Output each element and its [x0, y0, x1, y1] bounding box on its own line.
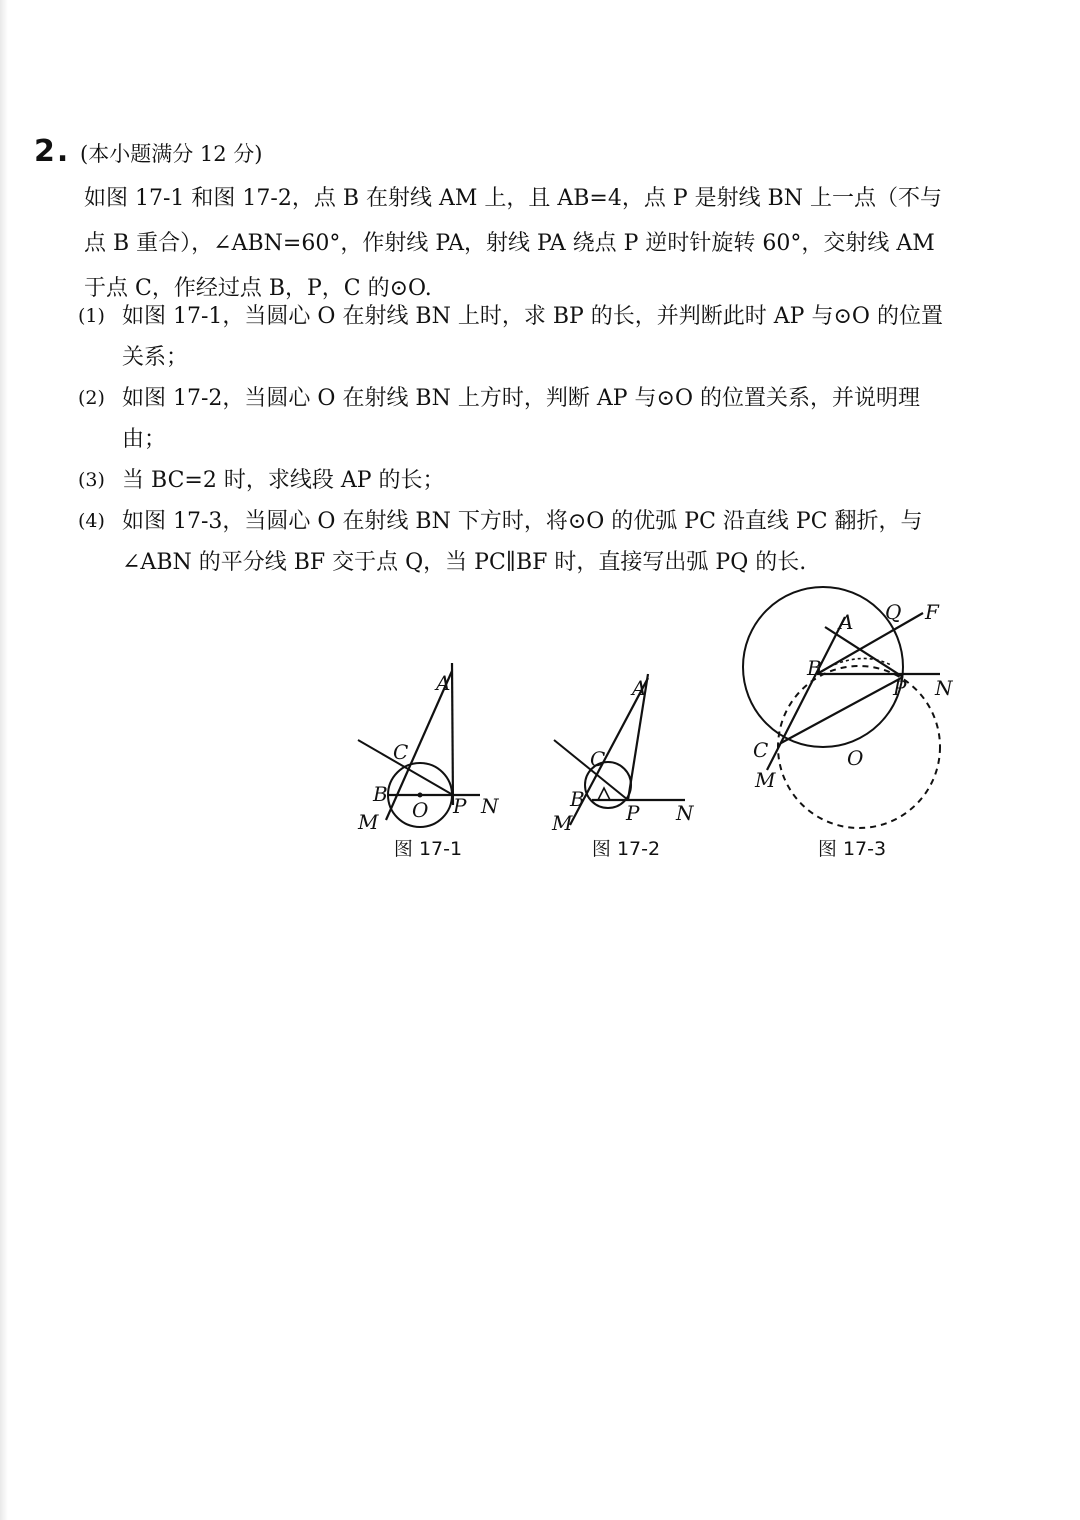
label-Q: Q	[885, 600, 902, 624]
caption-17-2: 图 17-2	[591, 838, 661, 860]
label-C: C	[590, 747, 606, 771]
part-number: (2)	[78, 387, 105, 409]
label-A: A	[632, 676, 647, 700]
caption-17-3: 图 17-3	[817, 838, 887, 860]
label-M: M	[552, 811, 573, 835]
figure-17-2	[540, 660, 710, 840]
part-text: 如图 17-3，当圆心 O 在射线 BN 下方时，将⊙O 的优弧 PC 沿直线 PC 翻折，与∠ABN 的平分线 BF 交于点 Q，当 PC∥BF 时，直接写出弧 PQ 的长.	[122, 509, 923, 575]
line-AP	[452, 663, 453, 805]
label-B: B	[807, 656, 822, 680]
label-P: P	[626, 801, 640, 825]
label-C: C	[393, 740, 409, 764]
part-text: 如图 17-1，当圆心 O 在射线 BN 上时，求 BP 的长，并判断此时 AP 与⊙O 的位置关系；	[122, 304, 943, 370]
part-1	[78, 296, 958, 378]
part-text: 当 BC=2 时，求线段 AP 的长；	[122, 468, 445, 493]
part-4	[78, 501, 958, 583]
label-B: B	[373, 782, 388, 806]
part-2	[78, 378, 958, 460]
label-F: F	[925, 600, 939, 624]
part-number: (3)	[78, 469, 105, 491]
label-P: P	[893, 676, 907, 700]
label-M: M	[358, 810, 379, 834]
page-edge	[0, 0, 8, 1520]
line-PC	[781, 677, 903, 743]
question-parts	[78, 296, 958, 583]
center-dot	[418, 793, 423, 798]
figure-17-1-diagram	[340, 655, 520, 840]
label-O: O	[847, 746, 864, 770]
label-A: A	[839, 610, 854, 634]
label-N: N	[935, 676, 953, 700]
figure-17-1	[340, 655, 520, 840]
angle-mark	[598, 788, 610, 800]
label-A: A	[436, 671, 451, 695]
part-3	[78, 460, 958, 501]
line-AP	[825, 627, 903, 677]
circle-O	[743, 587, 903, 747]
part-number: (4)	[78, 510, 105, 532]
figure-17-3-diagram	[735, 585, 960, 835]
caption-17-1: 图 17-1	[393, 838, 463, 860]
part-number: (1)	[78, 305, 105, 327]
label-B: B	[570, 787, 585, 811]
label-O: O	[412, 798, 429, 822]
label-N: N	[676, 801, 694, 825]
question-heading: (本小题满分 12 分)	[80, 142, 263, 166]
question-number: 2.	[34, 134, 71, 169]
part-text: 如图 17-2，当圆心 O 在射线 BN 上方时，判断 AP 与⊙O 的位置关系，并说明理由；	[122, 386, 920, 452]
ray-BF	[817, 613, 923, 674]
label-P: P	[453, 794, 467, 818]
label-M: M	[755, 768, 776, 792]
question-stem: 如图 17-1 和图 17-2，点 B 在射线 AM 上，且 AB=4，点 P 是射线 BN 上一点（不与点 B 重合），∠ABN=60°，作射线 PA，射线 PA 绕点 P 逆时针旋转 60°，交射线 AM 于点 C，作经过点 B，P，C 的⊙O.	[84, 186, 943, 301]
label-C: C	[753, 738, 769, 762]
label-N: N	[481, 794, 499, 818]
figure-17-2-diagram	[540, 660, 710, 840]
figure-17-3	[735, 585, 960, 835]
